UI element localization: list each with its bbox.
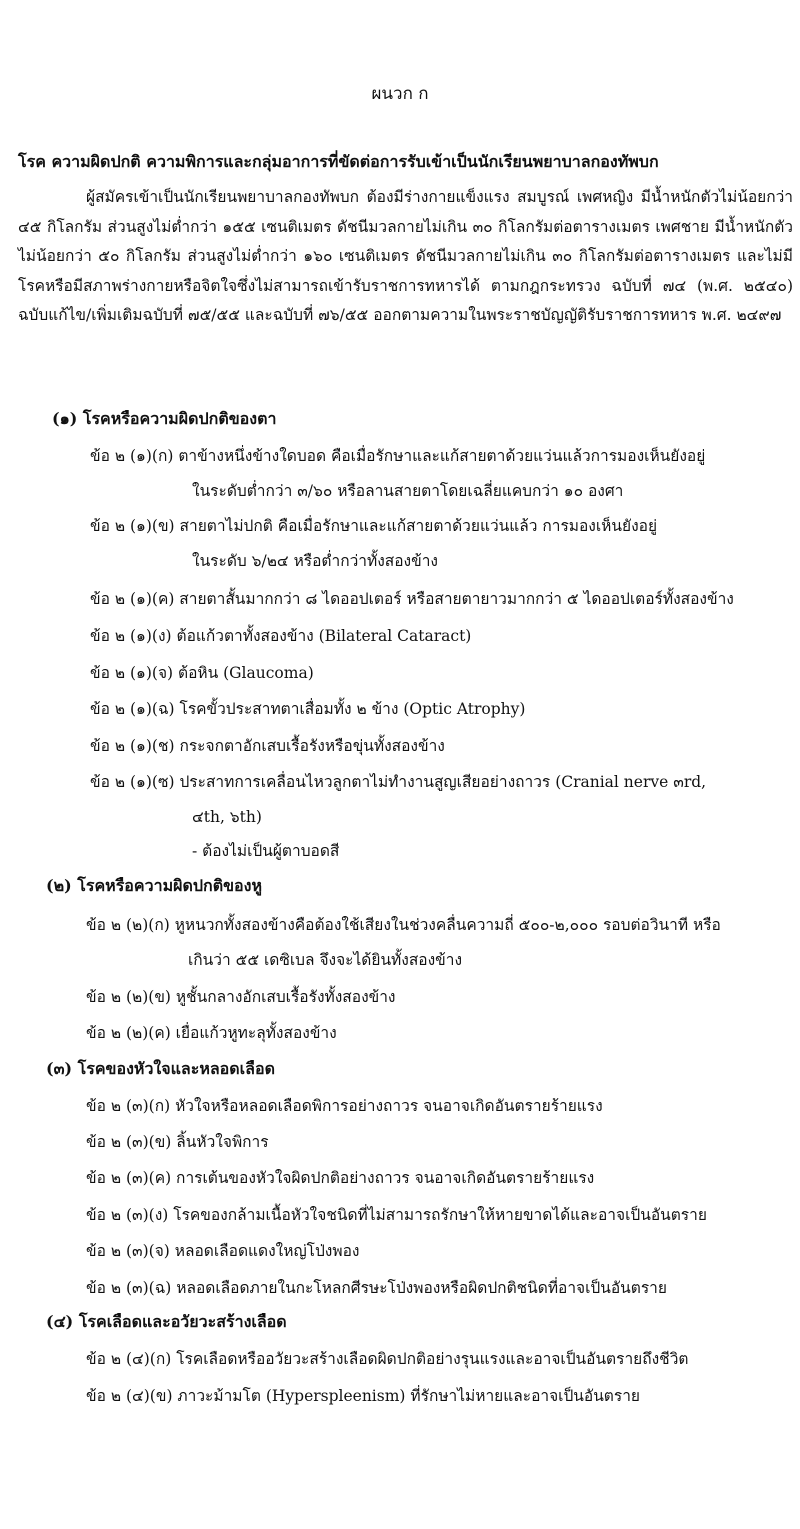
list-item: ข้อ ๒ (๑)(ง) ต้อแก้วตาทั้งสองข้าง (Bilateral Cataract) (90, 627, 472, 645)
list-item (90, 443, 705, 503)
item-continuation: ในระดับต่ำกว่า ๓/๖๐ หรือลานสายตาโดยเฉลี่ยแคบกว่า ๑๐ องศา (192, 482, 624, 500)
list-item: ข้อ ๒ (๒)(ค) เยื่อแก้วหูทะลุทั้งสองข้าง (86, 1024, 337, 1042)
intro-paragraph (18, 183, 793, 331)
list-item: ข้อ ๒ (๓)(ฉ) หลอดเลือดภายในกะโหลกศีรษะโป่งพองหรือผิดปกติชนิดที่อาจเป็นอันตราย (86, 1279, 667, 1297)
item-text: ข้อ ๒ (๒)(ก) หูหนวกทั้งสองข้างคือต้องใช้เสียงในช่วงคลื่นความถี่ ๕๐๐-๒,๐๐๐ รอบต่อวินาที หรือ (86, 916, 721, 934)
list-item: ข้อ ๒ (๑)(ช) กระจกตาอักเสบเรื้อรังหรือขุ่นทั้งสองข้าง (90, 737, 445, 755)
list-item: ข้อ ๒ (๒)(ข) หูชั้นกลางอักเสบเรื้อรังทั้งสองข้าง (86, 988, 396, 1006)
item-text: ข้อ ๒ (๑)(ข) สายตาไม่ปกติ คือเมื่อรักษาและแก้สายตาด้วยแว่นแล้ว การมองเห็นยังอยู่ (90, 517, 658, 535)
list-item: ข้อ ๒ (๓)(ข) ลิ้นหัวใจพิการ (86, 1133, 269, 1151)
item-continuation: ๔th, ๖th) (192, 808, 262, 826)
item-continuation: ในระดับ ๖/๒๔ หรือต่ำกว่าทั้งสองข้าง (192, 552, 438, 570)
list-item (86, 912, 721, 972)
section-eye-title: (๑) โรคหรือความผิดปกติของตา (52, 409, 277, 428)
section-ear-title: (๒) โรคหรือความผิดปกติของหู (46, 876, 263, 895)
intro-text: ผู้สมัครเข้าเป็นนักเรียนพยาบาลกองทัพบก ต้องมีร่างกายแข็งแรง สมบูรณ์ เพศหญิง มีน้ำหนักตัวไม่น้อยกว่า ๔๕ กิโลกรัม ส่วนสูงไม่ต่ำกว่า ๑๕๕ เซนติเมตร ดัชนีมวลกายไม่เกิน ๓๐ กิโลกรัมต่อตารางเมตร เพศชาย มีน้ำหนักตัว ไม่น้อยกว่า ๕๐ กิโลกรัม ส่วนสูงไม่ต่ำกว่า ๑๖๐ เซนติเมตร ดัชนีมวลกายไม่เกิน ๓๐ กิโลกรัมต่อตารางเมตร และไม่มีโรคหรือมีสภาพร่างกายหรือจิตใจซึ่งไม่สามารถเข้ารับราชการทหารได้ ตามกฎกระทรวง ฉบับที่ ๗๔ (พ.ศ. ๒๕๔๐) ฉบับแก้ไข/เพิ่มเติมฉบับที่ ๗๕/๕๕ และฉบับที่ ๗๖/๕๕ ออกตามความในพระราชบัญญัติรับราชการทหาร พ.ศ. ๒๔๙๗ (18, 188, 793, 324)
list-item: ข้อ ๒ (๔)(ก) โรคเลือดหรืออวัยวะสร้างเลือดผิดปกติอย่างรุนแรงและอาจเป็นอันตรายถึงชีวิต (86, 1350, 689, 1368)
list-item (90, 513, 657, 573)
item-text: ข้อ ๒ (๑)(ซ) ประสาทการเคลื่อนไหวลูกตาไม่ทำงานสูญเสียอย่างถาวร (Cranial nerve ๓rd, (90, 773, 707, 791)
section-heart-title: (๓) โรคของหัวใจและหลอดเลือด (46, 1059, 275, 1078)
annex-title: ผนวก ก (371, 84, 429, 104)
color-blind-note: - ต้องไม่เป็นผู้ตาบอดสี (192, 842, 340, 860)
list-item: ข้อ ๒ (๓)(ก) หัวใจหรือหลอดเลือดพิการอย่างถาวร จนอาจเกิดอันตรายร้ายแรง (86, 1097, 603, 1115)
list-item: ข้อ ๒ (๓)(ง) โรคของกล้ามเนื้อหัวใจชนิดที่ไม่สามารถรักษาให้หายขาดได้และอาจเป็นอันตราย (86, 1206, 707, 1224)
list-item: ข้อ ๒ (๓)(จ) หลอดเลือดแดงใหญ่โป่งพอง (86, 1242, 360, 1260)
list-item (90, 769, 706, 829)
list-item: ข้อ ๒ (๑)(จ) ต้อหิน (Glaucoma) (90, 664, 314, 682)
list-item: ข้อ ๒ (๑)(ฉ) โรคขั้วประสาทตาเสื่อมทั้ง ๒ ข้าง (Optic Atrophy) (90, 700, 526, 718)
document-heading: โรค ความผิดปกติ ความพิการและกลุ่มอาการที่ขัดต่อการรับเข้าเป็นนักเรียนพยาบาลกองทัพบก (18, 152, 659, 171)
section-blood-title: (๔) โรคเลือดและอวัยวะสร้างเลือด (46, 1312, 287, 1331)
list-item: ข้อ ๒ (๔)(ข) ภาวะม้ามโต (Hyperspleenism) ที่รักษาไม่หายและอาจเป็นอันตราย (86, 1387, 640, 1405)
item-text: ข้อ ๒ (๑)(ก) ตาข้างหนึ่งข้างใดบอด คือเมื่อรักษาและแก้สายตาด้วยแว่นแล้วการมองเห็นยังอยู่ (90, 447, 706, 465)
list-item: ข้อ ๒ (๓)(ค) การเต้นของหัวใจผิดปกติอย่างถาวร จนอาจเกิดอันตรายร้ายแรง (86, 1169, 595, 1187)
list-item: ข้อ ๒ (๑)(ค) สายตาสั้นมากกว่า ๘ ไดออปเตอร์ หรือสายตายาวมากกว่า ๕ ไดออปเตอร์ทั้งสองข้าง (90, 590, 734, 608)
item-continuation: เกินว่า ๕๕ เดซิเบล จึงจะได้ยินทั้งสองข้าง (188, 951, 463, 969)
